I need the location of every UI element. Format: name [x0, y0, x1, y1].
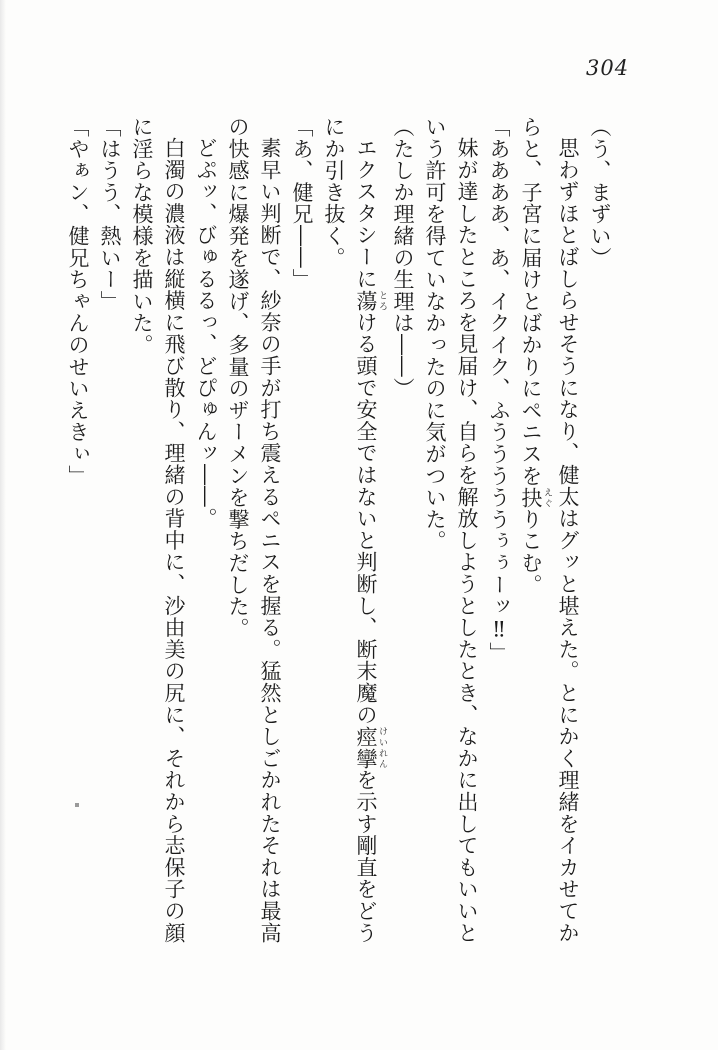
- furigana-ruby: 痙攣 けいれん: [354, 725, 387, 770]
- text-line: 「やぁン、健兄ちゃんのせいえきぃ」: [66, 116, 90, 487]
- furigana-ruby: 蕩 とろ: [354, 289, 387, 312]
- text-line: の快感に爆発を遂げ、多量のザーメンを撃ちだした。: [226, 116, 250, 640]
- text-line: 素早い判断で、紗奈の手が打ち震えるペニスを握る。猛然としごかれたそれは最高: [258, 137, 282, 944]
- text-line: 妹が達したところを見届け、自らを解放しようとしたとき、なかに出してもいいと: [455, 137, 479, 944]
- text-line: 「はうう、熱いー」: [98, 116, 122, 313]
- text-line: 「あ、健兄――」: [290, 116, 314, 291]
- text-line: に淫らな模様を描いた。: [130, 116, 154, 356]
- text-line: 思わずほとばしらせそうになり、健太はグッと堪えた。とにかく理緒をイカせてか: [556, 137, 580, 944]
- text-line: にか引き抜く。: [322, 116, 346, 269]
- text-line: どぷッ、びゅるるっ、どぴゅんッ――。: [194, 137, 218, 530]
- furigana-ruby: 抉 えぐ: [519, 486, 552, 509]
- vertical-text-block: [62, 116, 616, 962]
- page-number: 304: [586, 56, 630, 80]
- scan-artifact-dot: [75, 803, 79, 807]
- text-line: らと、子宮に届けとばかりにペニスを抉 えぐりこむ。: [519, 116, 552, 596]
- text-line: 白濁の濃液は縦横に飛び散り、理緒の背中に、沙由美の尻に、それから志保子の顔: [162, 137, 186, 944]
- text-line: 「ああああ、あ、イクイク、ふうううううぅぅーッ‼」: [487, 116, 511, 664]
- text-line: （う、まずい）: [588, 116, 612, 269]
- text-line: エクスタシーに蕩 とろける頭で安全ではないと判断し、断末魔の痙攣 けいれんを示す剛直をどう: [354, 137, 387, 944]
- text-line: （たしか理緒の生理は――）: [391, 116, 415, 400]
- text-line: いう許可を得ていなかったのに気がついた。: [423, 116, 447, 552]
